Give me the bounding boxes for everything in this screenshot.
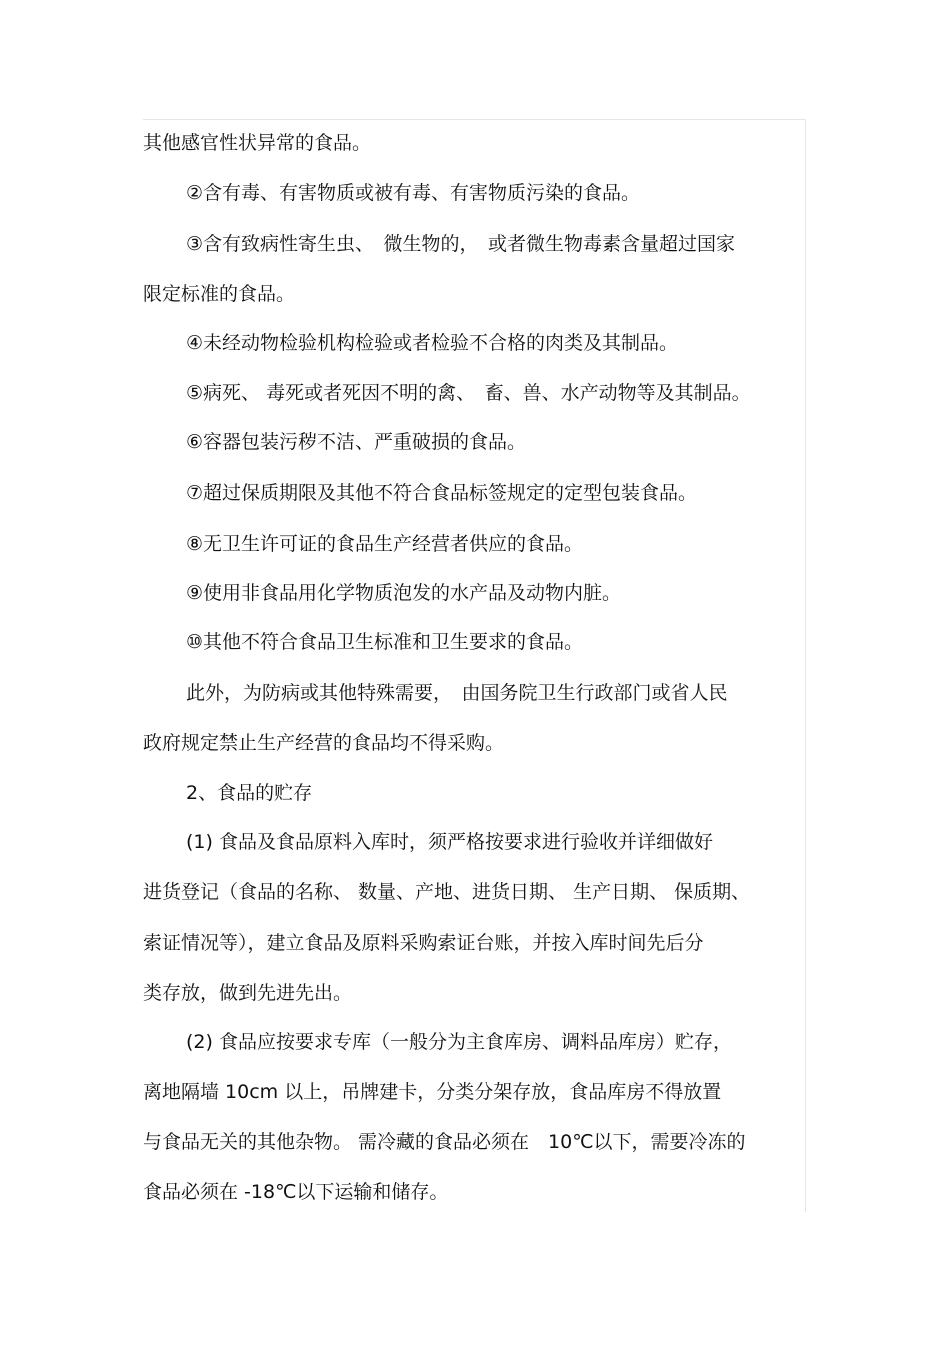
text-line: 与食品无关的其他杂物。 需冷藏的食品必须在 10℃以下，需要冷冻的: [143, 1131, 746, 1153]
text-line: (1) 食品及食品原料入库时，须严格按要求进行验收并详细做好: [186, 831, 713, 853]
text-line: ⑦超过保质期限及其他不符合食品标签规定的定型包装食品。: [186, 482, 698, 504]
text-line: ⑩其他不符合食品卫生标准和卫生要求的食品。: [186, 631, 584, 653]
text-line: 其他感官性状异常的食品。: [143, 132, 372, 154]
text-line: ⑤病死、 毒死或者死因不明的禽、 畜、兽、水产动物等及其制品。: [186, 382, 751, 404]
text-line: ⑥容器包装污秽不洁、严重破损的食品。: [186, 431, 527, 453]
text-line: ②含有毒、有害物质或被有毒、有害物质污染的食品。: [186, 182, 641, 204]
text-line: 政府规定禁止生产经营的食品均不得采购。: [143, 732, 505, 754]
text-line: 限定标准的食品。: [143, 283, 296, 305]
text-line: ⑧无卫生许可证的食品生产经营者供应的食品。: [186, 533, 584, 555]
text-line: 进货登记（食品的名称、 数量、产地、进货日期、 生产日期、 保质期、: [143, 881, 751, 903]
text-line: ④未经动物检验机构检验或者检验不合格的肉类及其制品。: [186, 332, 679, 354]
section-heading: 2、食品的贮存: [186, 782, 313, 804]
text-line: 此外，为防病或其他特殊需要， 由国务院卫生行政部门或省人民: [186, 682, 728, 704]
text-line: 类存放，做到先进先出。: [143, 982, 353, 1004]
text-line: (2) 食品应按要求专库（一般分为主食库房、调料品库房）贮存，: [186, 1031, 732, 1053]
text-line: 离地隔墙 10cm 以上，吊牌建卡，分类分架存放，食品库房不得放置: [143, 1081, 722, 1103]
text-line: ③含有致病性寄生虫、 微生物的， 或者微生物毒素含量超过国家: [186, 233, 736, 255]
text-line: 索证情况等），建立食品及原料采购索证台账，并按入库时间先后分: [143, 932, 704, 954]
text-line: 食品必须在 -18℃以下运输和储存。: [143, 1181, 449, 1203]
text-line: ⑨使用非食品用化学物质泡发的水产品及动物内脏。: [186, 582, 622, 604]
